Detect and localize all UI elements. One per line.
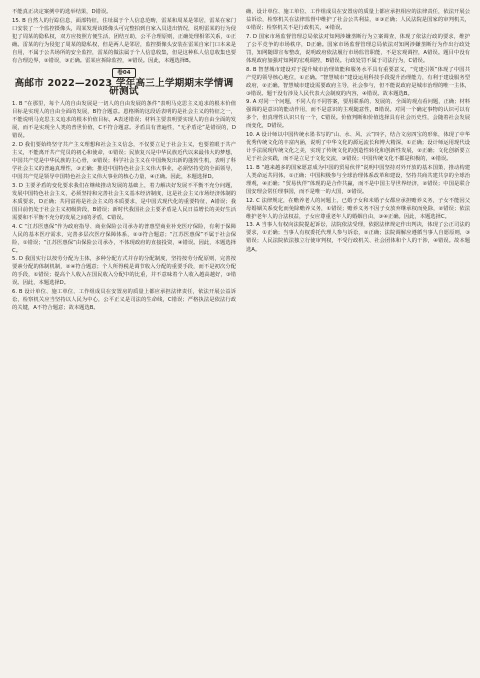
answer-paragraph: 2. D 我们要始终坚守共产主义理想和社会主义信念，不仅要立足于社会主义，也要着眼于共产主义，不能离开共产党员的初心和使命，①错误；民族复兴是中华民族近代以来最伟大的梦想，中国共产党是中华民族的主心骨，②错误；科学社会主义在中国焕发出新的蓬勃生机，表明了科学社会主义的普遍真理性，③正确；推进中国特色社会主义伟大事业，必须坚持党的全面领导，中国共产党是领导中国特色社会主义伟大事业的核心力量，④正确。因此，本题选择D。 [12, 141, 236, 181]
right-column [246, 8, 470, 672]
left-column [12, 8, 236, 672]
answer-paragraph: 8. B 智慧城市建设对于提升城市治理效能和服务水平具有重要意义，“党建引领”体现了中国共产党的领导核心地位，①正确。“智慧城市”建设运用科技手段提升治理能力，有利于建设服务型政府，②正确。智慧城市建设需要政府主导，社会参与，但不能说政府是城市治理的唯一主体，③错误。题干没有涉及人民代表大会制度的内容，④错误。故本题选B。 [246, 66, 470, 97]
answer-paragraph: 11. B “越来越多的国家愿意成为中国的贸易伙伴”说明中国坚持对外开放的基本国策，推动构建人类命运共同体，①正确；中国积极参与全球治理体系改革和建设，坚持共商共建共享的全球治理观，④正确；“贸易伙伴”体现的是合作共赢，而不是中国主导世界经济，②错误；中国是联合国安理会常任理事国，而不是唯一的大国，③错误。 [246, 164, 470, 195]
answer-paragraph: 3. D 主要矛盾的变化要求我们在继续推动发展的基础上，着力解决好发展不平衡不充分问题，发展中国特色社会主义，必须坚持和完善社会主义基本经济制度，这是社会主义市场经济体制的本质要求，D正确；共同富裕是社会主义的本质要求，是中国式现代化的重要特征，A错误；我国目前仍处于社会主义初级阶段，B错误；新时代我国社会主要矛盾是人民日益增长的美好生活需要和不平衡不充分的发展之间的矛盾，C错误。 [12, 182, 236, 221]
answer-paragraph: 6. B 设计单位、施工单位、工作组成员在安置房的质量上都应承担法律责任，依法开展公益诉讼，检察机关应当坚持以人民为中心，公平正义是司法的生命线，C错误；严格执法是依法行政的关键，A不符合题意；故本题选B。 [12, 289, 236, 312]
paragraph: 15. B 自然人的行踪信息，面部特征，住址属于个人信息范畴，雷某和周某是邻居，雷某在家门口安装了一个监控摄像头，周某发现该摄像头可完整拍到自家入员进出情况，说明雷某的行为侵犯了周某的隐私权，双方应按照方便生活，团结互助，公平合理原则，正确处理相邻关系，①正确。雷某的行为侵犯了周某的隐私权，但是两人是邻居，监控摄像头安装在雷某自家门口本来是自用，不属于公共场所的安全监控，雷某的做法属于个人信息收集，但是这种私人信息收集也要有合理边界，②错误，③正确。雷某应拆除监控，④错误。因此，本题选择B。 [12, 17, 236, 64]
answer-paragraph: 13. A 当事人有权向法院提起诉讼，法院依法受理，依据法律规定作出判决，体现了公正司法的要求，①正确；当事人有权委托代理人参与诉讼，②正确；法院调解应遵循当事人自愿原则，③错误；人民法院依法独立行使审判权，不受行政机关、社会团体和个人的干涉，④错误。故本题选A。 [246, 222, 470, 253]
answer-paragraph: 5. D 我国实行以按劳分配为主体，多种分配方式并存的分配制度，坚持按劳分配原则，完善按要素分配的体制机制，②④符合题意；个人所得税是调节收入分配的重要手段，而不是初次分配的手段，①错误；提高个人收入在国民收入分配中的比重，并不意味着个人收入越高越好，③错误。因此，本题选择D。 [12, 256, 236, 287]
answer-paragraph: 4. C “江苏医惠保”作为政府指导、商业保险公司承办的普惠型商业补充医疗保险，有利于保障人民的基本医疗需求，完善多层次医疗保障体系，②③符合题意；“江苏医惠保”不属于社会保险，①错误；“江苏医惠保”由保险公司承办，不体现政府的直接投资，④错误。因此，本题选择C。 [12, 223, 236, 254]
answer-paragraph: 10. A 设计师以中国传统水墨书写的“山、水、风、云”四字，结合文房四宝的形象，体现了中华优秀传统文化的丰富内涵，说明了中华文化的源远流长和博大精深，①正确；设计师运用现代设计手法展现传统文化之美，实现了传统文化的创造性转化和创新性发展，②正确；文化创新要立足于社会实践，而不是立足于文化交流，③错误；中国传统文化不都是积极的，④错误。 [246, 132, 470, 163]
exam-title: 高邮市 2022—2023 学年高三上学期期末学情调研测试 [14, 77, 234, 98]
answer-paragraph: 7. D 国家市场监督管理总局依法对知网涉嫌垄断行为立案调查，体现了依法行政的要求，维护了公平竞争的市场秩序，D正确。国家市场监督管理总局依法对知网涉嫌垄断行为作出行政处罚，知网随即宣布整改，说明政府依法履行市场监管职能，不是宏观调控，A错误。题目中没有体现政府加强对知网的宏观调控，B错误。行政处罚不属于司法行为，C错误。 [246, 33, 470, 64]
section-badge: 卷04 [112, 68, 135, 78]
section-badge-wrap [12, 68, 236, 78]
answer-paragraph: 1. B “在那里，每个人的自由发展是一切人的自由发展的条件”表明马克思主义追求的根本价值目标是实现人的自由全面的发展，B符合题意。恩格斯的这段话表明的是社会主义的特征之一，不能说明马克思主义追求的根本价值目标，A表述错误；材料主要表明要实现人的自由全面的发展，而不是实现全人类的普世价值，C不符合题意。矛盾具有普遍性，“无矛盾论”是错误的，D错误。 [12, 101, 236, 140]
answer-paragraph: 9. A 对同一个问题，不同人有不同答案，要用联系的、发展的、全面的观点看问题，正确；材料强调的是意识的能动作用，而不是意识的主观随意性，B错误。对同一个确定事物的认识可以有多个，但真理性认识只有一个，C错误。价值判断和价值选择具有社会历史性，会随着社会发展而变化，D错误。 [246, 99, 470, 130]
answer-paragraph: 12. C 法律规定，在赡养老人的问题上，已婚子女和未婚子女都应承担赡养义务，子女不能因父母婚姻关系变化而免除赡养义务，①错误；赡养义务不因子女放弃继承权而免除，②错误；依法维护老年人的合法权益，子女应尊重老年人的婚姻自由，③④正确。因此，本题选择C。 [246, 197, 470, 220]
paragraph: 不能真正决定案例中的选举结果，D错误。 [12, 9, 112, 15]
answer-paragraph: 确、设计单位、施工单位、工作组成员在安置房的质量上都应承担相应的法律责任，依法开展公益诉讼，检察机关在法律监督中维护了社会公共利益，②③正确；人民法院是国家的审判机关，①错误；检察机关不是行政机关，④错误。 [246, 9, 470, 32]
